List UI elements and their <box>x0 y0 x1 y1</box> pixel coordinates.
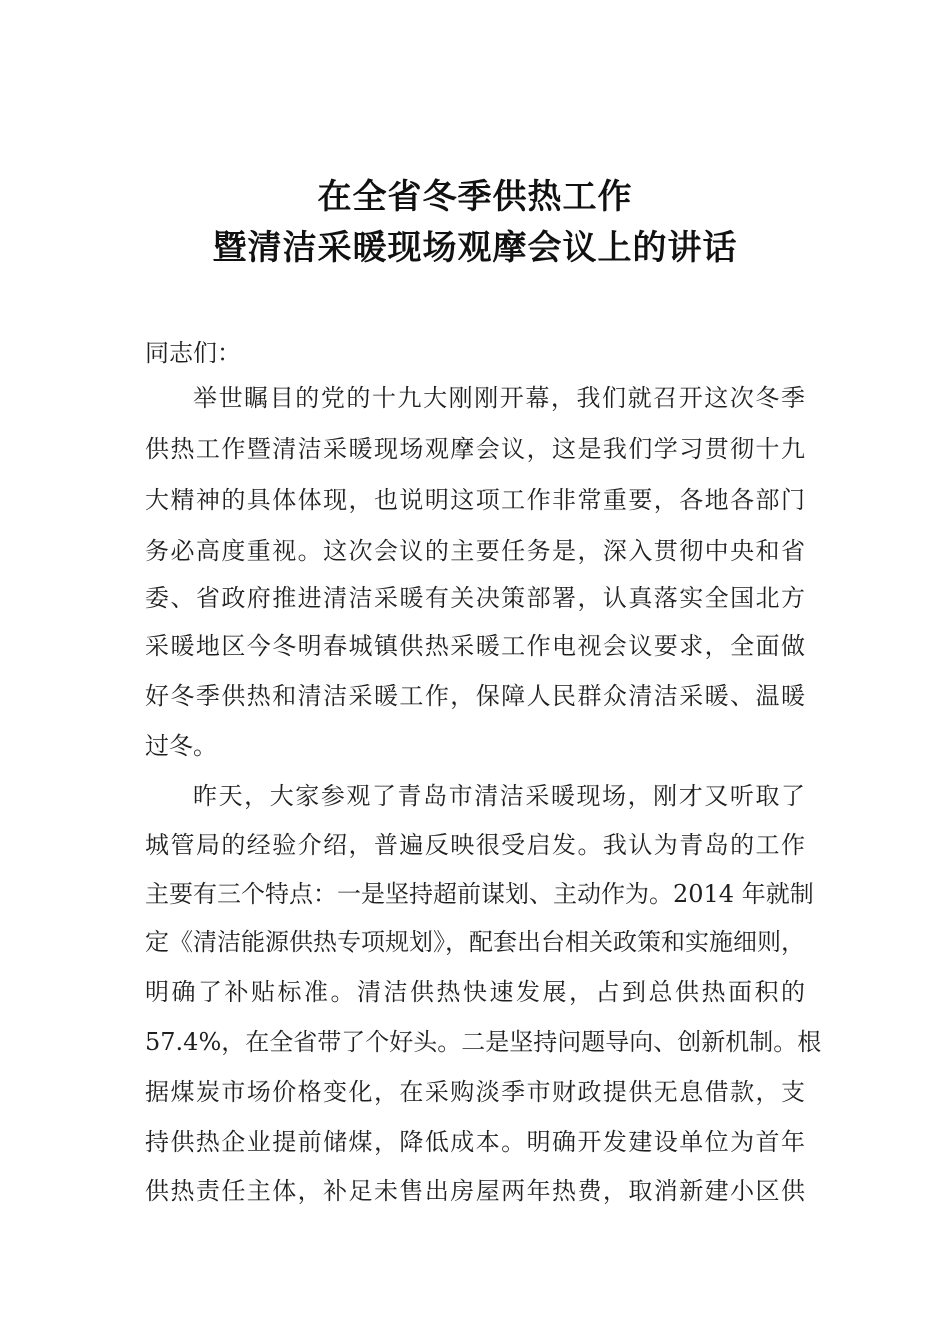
title-line-2: 暨清洁采暖现场观摩会议上的讲话 <box>212 228 738 268</box>
paragraph-2-line: 57.4%，在全省带了个好头。二是坚持问题导向、创新机制。根 <box>145 1028 822 1056</box>
paragraph-2-line: 主要有三个特点：一是坚持超前谋划、主动作为。2014 年就制 <box>145 880 814 908</box>
salutation: 同志们： <box>145 339 241 367</box>
paragraph-2-line: 持供热企业提前储煤，降低成本。明确开发建设单位为首年 <box>145 1128 805 1156</box>
paragraph-1-line: 大精神的具体体现，也说明这项工作非常重要，各地各部门 <box>145 486 805 514</box>
paragraph-1-line: 采暖地区今冬明春城镇供热采暖工作电视会议要求，全面做 <box>145 632 805 660</box>
paragraph-2-line: 昨天，大家参观了青岛市清洁采暖现场，刚才又听取了 <box>193 782 805 810</box>
paragraph-1-line: 供热工作暨清洁采暖现场观摩会议，这是我们学习贯彻十九 <box>145 435 805 463</box>
paragraph-1-line: 举世瞩目的党的十九大刚刚开幕，我们就召开这次冬季 <box>193 384 805 412</box>
paragraph-1-line: 务必高度重视。这次会议的主要任务是，深入贯彻中央和省 <box>145 537 805 565</box>
paragraph-1-line: 好冬季供热和清洁采暖工作，保障人民群众清洁采暖、温暖 <box>145 682 805 710</box>
paragraph-2-line: 据煤炭市场价格变化，在采购淡季市财政提供无息借款，支 <box>145 1078 805 1106</box>
paragraph-2-line: 明确了补贴标准。清洁供热快速发展，占到总供热面积的 <box>145 978 805 1006</box>
paragraph-1-line: 过冬。 <box>145 732 217 760</box>
paragraph-2-line: 城管局的经验介绍，普遍反映很受启发。我认为青岛的工作 <box>145 831 805 859</box>
paragraph-2-line: 供热责任主体，补足未售出房屋两年热费，取消新建小区供 <box>145 1177 805 1205</box>
title-line-1: 在全省冬季供热工作 <box>317 177 633 217</box>
paragraph-2-line: 定《清洁能源供热专项规划》，配套出台相关政策和实施细则， <box>145 928 805 956</box>
paragraph-1-line: 委、省政府推进清洁采暖有关决策部署，认真落实全国北方 <box>145 584 805 612</box>
